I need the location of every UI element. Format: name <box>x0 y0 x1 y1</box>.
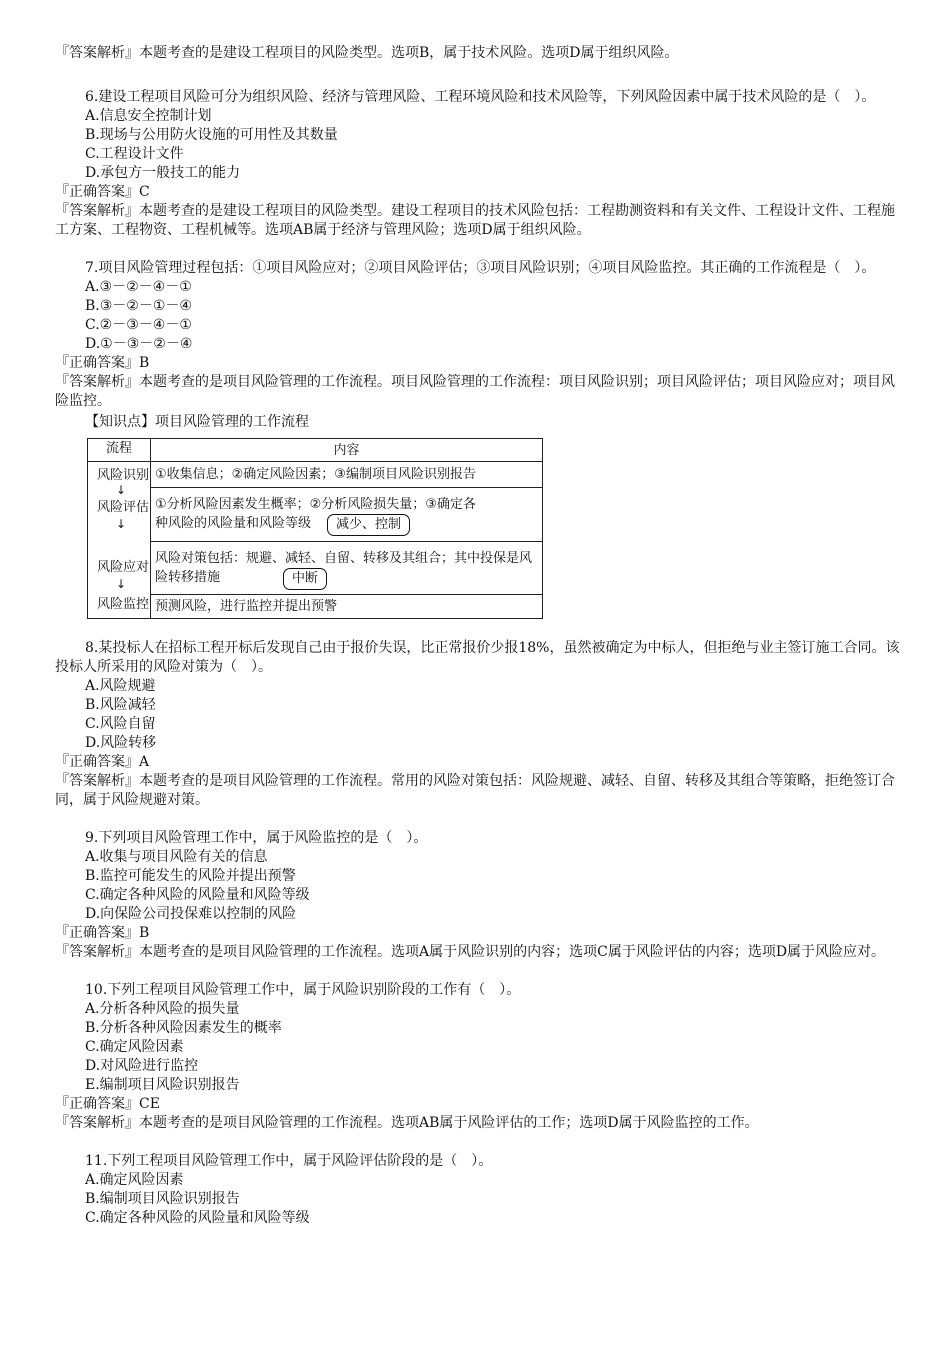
question-10 <box>55 981 900 1133</box>
flow-step-assess: 风险评估 <box>96 500 149 515</box>
risk-flow-table-figure <box>87 438 543 620</box>
question-11 <box>55 1152 900 1228</box>
answer-analysis: 『答案解析』本题考查的是建设工程项目的风险类型。建设工程项目的技术风险包括：工程勘测资料和有关文件、工程设计文件、工程施工方案、工程物资、工程机械等。选项AB属于经济与管理风险；选项D属于组织风险。 <box>55 203 895 238</box>
callout-interrupt: 中断 <box>283 568 327 590</box>
table-cell: 预测风险，进行监控并提出预警 <box>151 594 543 618</box>
answer-analysis: 『答案解析』本题考查的是项目风险管理的工作流程。选项A属于风险识别的内容；选项C属于风险评估的内容；选项D属于风险应对。 <box>55 944 886 960</box>
option: B.编制项目风险识别报告 <box>85 1191 240 1207</box>
flow-step-respond: 风险应对 <box>96 560 149 575</box>
flow-column <box>88 462 151 619</box>
question-6 <box>55 88 900 240</box>
question-stem: 7.项目风险管理过程包括：①项目风险应对；②项目风险评估；③项目风险识别；④项目风险监控。其正确的工作流程是（ ）。 <box>85 260 876 276</box>
option: A.风险规避 <box>85 678 156 694</box>
document-page <box>55 44 900 1228</box>
option: B.③－②－①－④ <box>85 298 192 314</box>
question-stem: 9.下列项目风险管理工作中，属于风险监控的是（ ）。 <box>85 830 428 846</box>
question-stem: 11.下列工程项目风险管理工作中，属于风险评估阶段的是（ ）。 <box>85 1153 493 1169</box>
option: C.风险自留 <box>85 716 156 732</box>
option: D.对风险进行监控 <box>85 1058 199 1074</box>
question-7 <box>55 259 900 620</box>
table-header-flow: 流程 <box>88 439 151 462</box>
option: C.②－③－④－① <box>85 317 192 333</box>
table-cell: 风险对策包括：规避、减轻、自留、转移及其组合；其中投保是风险转移措施 <box>151 541 543 594</box>
correct-answer: 『正确答案』B <box>55 925 150 941</box>
answer-analysis: 『答案解析』本题考查的是项目风险管理的工作流程。项目风险管理的工作流程：项目风险识别；项目风险评估；项目风险应对；项目风险监控。 <box>55 374 895 409</box>
option: A.分析各种风险的损失量 <box>85 1001 240 1017</box>
option: B.风险减轻 <box>85 697 156 713</box>
question-stem: 8.某投标人在招标工程开标后发现自己由于报价失误，比正常报价少报18%，虽然被确定为中标人，但拒绝与业主签订施工合同。该投标人所采用的风险对策为（ ）。 <box>55 640 900 675</box>
option: C.确定各种风险的风险量和风险等级 <box>85 1210 310 1226</box>
correct-answer: 『正确答案』A <box>55 754 150 770</box>
flow-step-monitor: 风险监控 <box>96 597 149 612</box>
down-arrow-icon: ↓ <box>116 577 127 591</box>
option: D.承包方一般技工的能力 <box>85 165 241 181</box>
knowledge-point-title: 【知识点】项目风险管理的工作流程 <box>85 414 309 430</box>
option: D.向保险公司投保难以控制的风险 <box>85 906 297 922</box>
down-arrow-icon: ↓ <box>116 483 127 497</box>
option: D.①－③－②－④ <box>85 336 193 352</box>
callout-reduce-control: 减少、控制 <box>327 514 410 536</box>
question-9 <box>55 829 900 962</box>
option: B.分析各种风险因素发生的概率 <box>85 1020 282 1036</box>
option: A.③－②－④－① <box>85 279 192 295</box>
option: B.现场与公用防火设施的可用性及其数量 <box>85 127 338 143</box>
option: A.收集与项目风险有关的信息 <box>85 849 268 865</box>
option: D.风险转移 <box>85 735 157 751</box>
question-8 <box>55 639 900 810</box>
answer-analysis: 『答案解析』本题考查的是项目风险管理的工作流程。选项AB属于风险评估的工作；选项D属于风险监控的工作。 <box>55 1115 759 1131</box>
answer-analysis: 『答案解析』本题考查的是项目风险管理的工作流程。常用的风险对策包括：风险规避、减轻、自留、转移及其组合等策略，拒绝签订合同，属于风险规避对策。 <box>55 773 895 808</box>
correct-answer: 『正确答案』B <box>55 355 150 371</box>
option: A.信息安全控制计划 <box>85 108 212 124</box>
table-cell: ①收集信息；②确定风险因素；③编制项目风险识别报告 <box>151 462 543 488</box>
table-cell: ①分析风险因素发生概率；②分析风险损失量；③确定各种风险的风险量和风险等级 <box>151 488 543 541</box>
correct-answer: 『正确答案』CE <box>55 1096 160 1112</box>
flow-step-identify: 风险识别 <box>96 468 149 483</box>
option: C.确定各种风险的风险量和风险等级 <box>85 887 310 903</box>
option: C.确定风险因素 <box>85 1039 184 1055</box>
risk-flow-table <box>87 438 543 619</box>
table-header-content: 内容 <box>151 439 543 462</box>
correct-answer: 『正确答案』C <box>55 184 150 200</box>
option: C.工程设计文件 <box>85 146 184 162</box>
down-arrow-icon: ↓ <box>116 517 127 531</box>
question-stem: 6.建设工程项目风险可分为组织风险、经济与管理风险、工程环境风险和技术风险等，下列风险因素中属于技术风险的是（ ）。 <box>85 89 876 105</box>
option: E.编制项目风险识别报告 <box>85 1077 240 1093</box>
question-stem: 10.下列工程项目风险管理工作中，属于风险识别阶段的工作有（ ）。 <box>85 982 521 998</box>
option: B.监控可能发生的风险并提出预警 <box>85 868 296 884</box>
option: A.确定风险因素 <box>85 1172 184 1188</box>
prev-analysis: 『答案解析』本题考查的是建设工程项目的风险类型。选项B，属于技术风险。选项D属于组织风险。 <box>55 45 679 61</box>
